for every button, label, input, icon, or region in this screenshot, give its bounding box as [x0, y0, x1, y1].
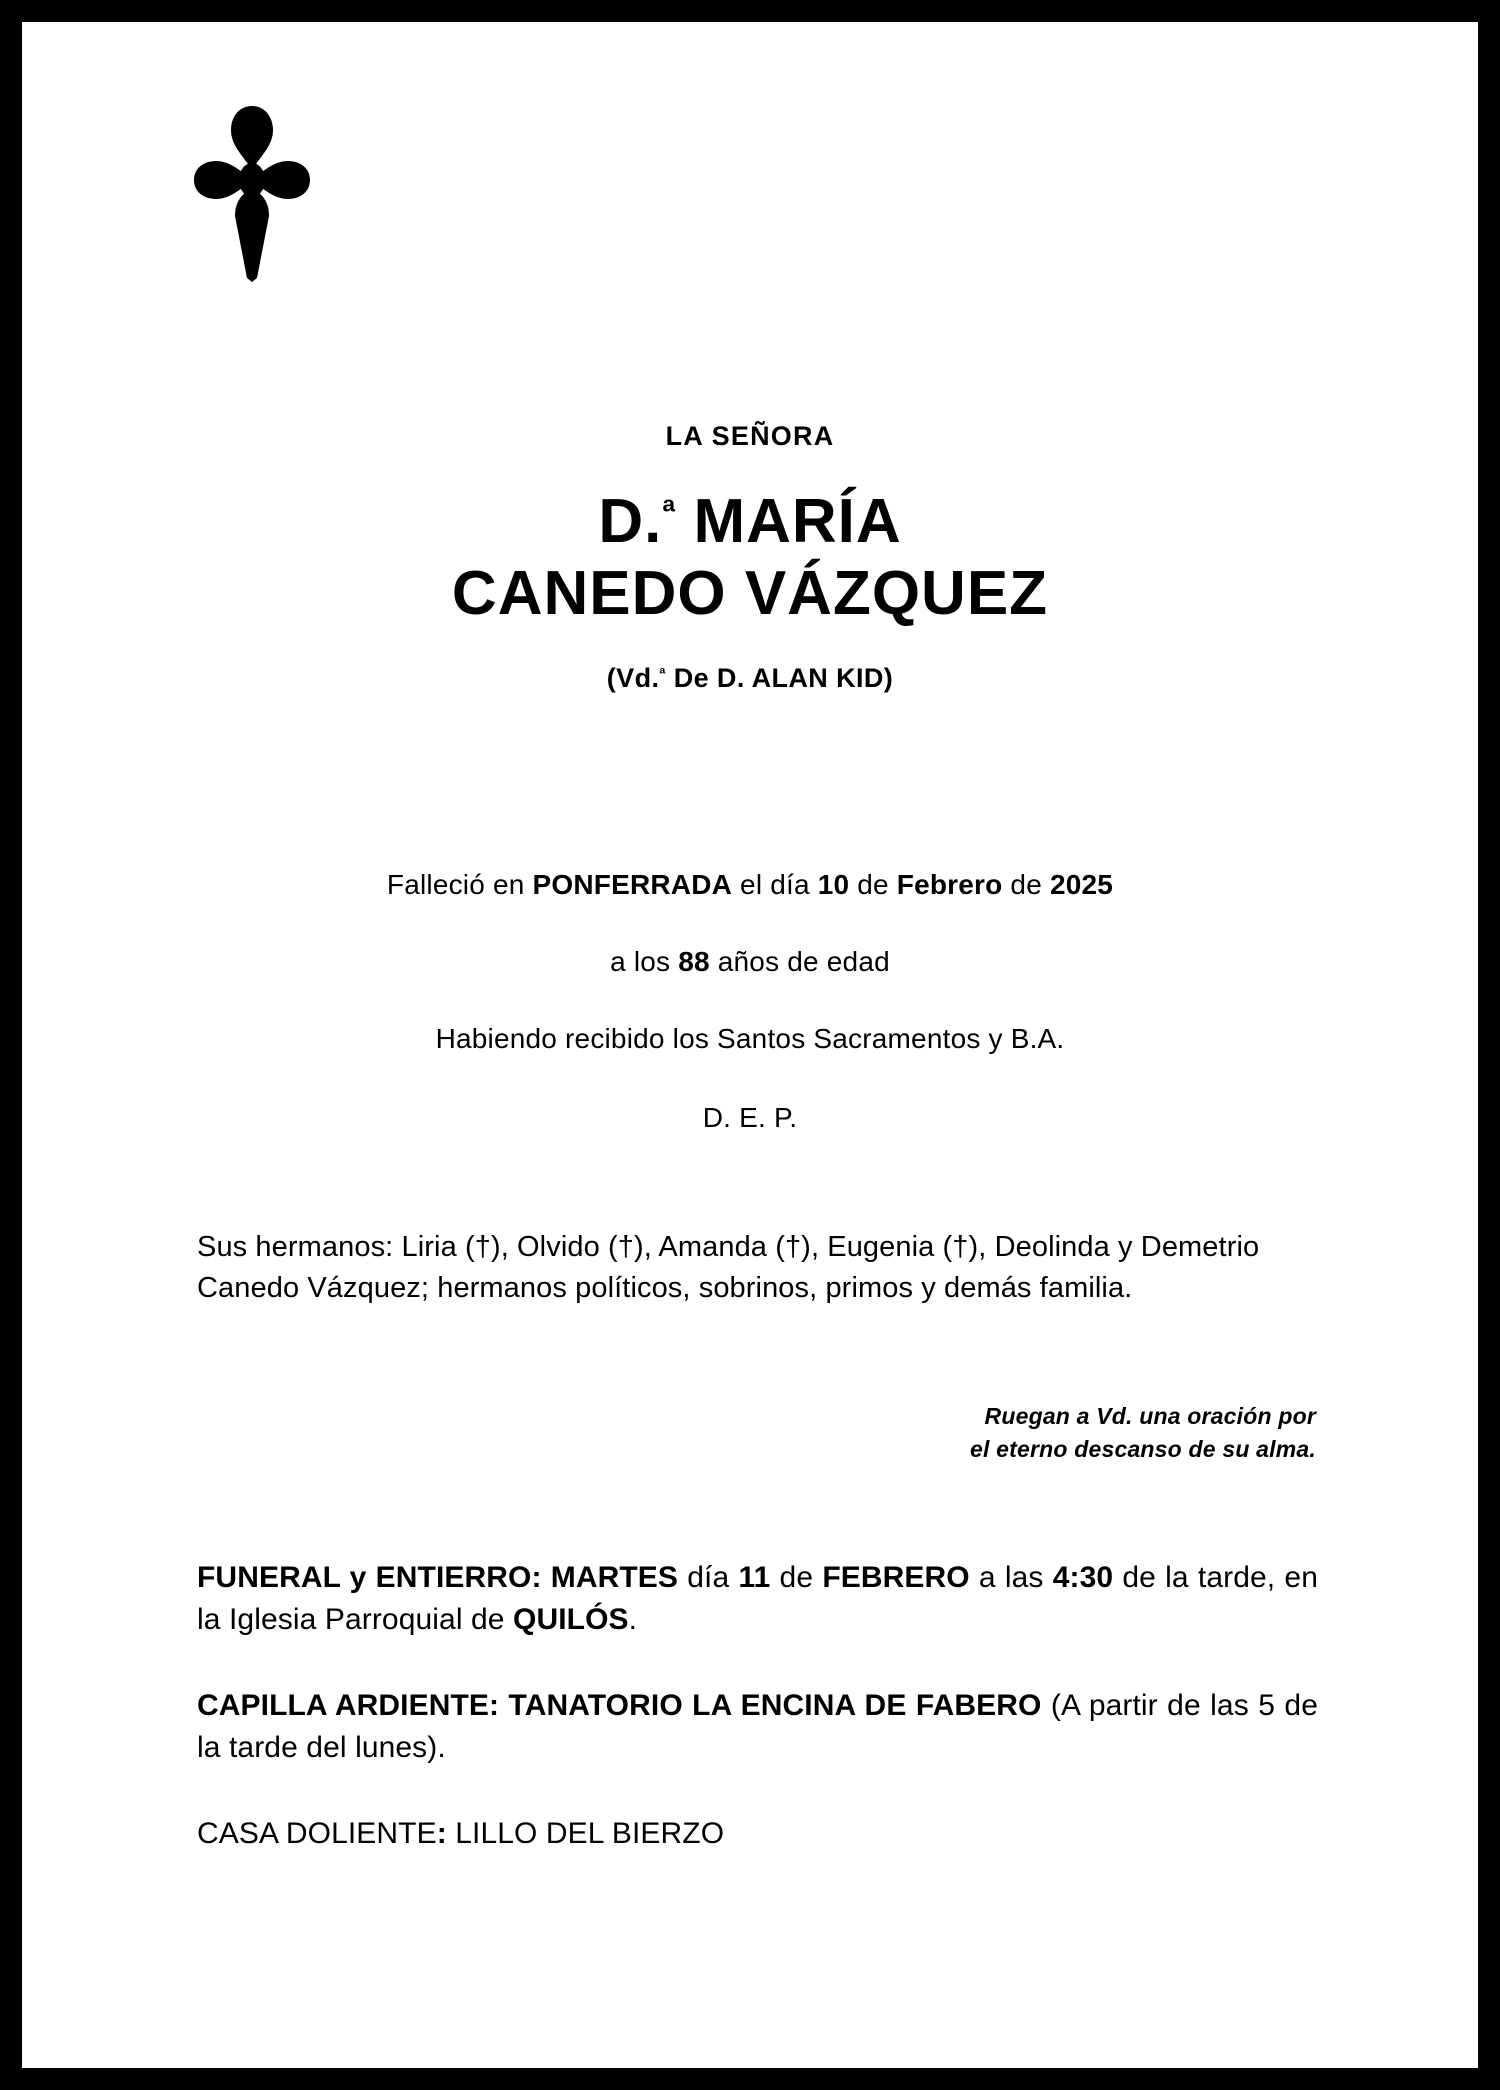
death-place: PONFERRADA — [532, 869, 733, 900]
name-prefix: D. — [598, 486, 663, 556]
casa-line — [197, 1813, 1318, 1855]
spouse-ordinal: ª — [659, 664, 666, 683]
deceased-name-line-2: CANEDO VÁZQUEZ — [451, 558, 1049, 628]
family-list — [197, 1227, 1318, 1309]
spouse-prefix: (Vd. — [606, 662, 660, 693]
funeral-time: 4:30 — [1052, 1561, 1114, 1594]
death-details — [22, 867, 1478, 1135]
funeral-label: FUNERAL y ENTIERRO: — [197, 1561, 542, 1594]
funeral-alas: a las — [969, 1561, 1053, 1594]
spouse-line — [22, 662, 1478, 694]
age-value: 88 — [678, 946, 710, 977]
funeral-church: QUILÓS — [513, 1603, 629, 1636]
funeral-weekday: MARTES — [541, 1561, 679, 1594]
capilla-place: TANATORIO LA ENCINA DE FABERO — [508, 1689, 1042, 1722]
death-day: 10 — [817, 869, 850, 900]
funeral-month: FEBRERO — [822, 1561, 970, 1594]
capilla-colon: : — [489, 1689, 509, 1722]
death-year: 2025 — [1049, 869, 1114, 900]
funeral-period: . — [628, 1603, 638, 1636]
deceased-heading — [22, 422, 1478, 694]
spouse-rest: De D. ALAN KID) — [665, 662, 894, 693]
died-de-2: de — [1002, 869, 1050, 900]
casa-place: LILLO DEL BIERZO — [455, 1817, 725, 1850]
family-text: Sus hermanos: Liria (†), Olvido (†), Amanda (†), Eugenia (†), Deolinda y Demetrio Canedo Vázquez; hermanos políticos, sobrinos, primos y demás familia. — [197, 1231, 1260, 1305]
name-ordinal: ª — [662, 493, 676, 532]
death-month: Febrero — [896, 869, 1003, 900]
page-title — [22, 486, 1478, 630]
casa-label: CASA DOLIENTE — [197, 1817, 437, 1850]
prayer-line-2: el eterno descanso de su alma. — [969, 1435, 1316, 1462]
dep-line: D. E. P. — [702, 1102, 798, 1133]
age-line — [22, 944, 1478, 979]
service-information — [197, 1557, 1318, 1855]
casa-colon: : — [436, 1817, 456, 1850]
death-line — [22, 867, 1478, 902]
name-given: MARÍA — [675, 486, 902, 556]
deceased-name-line-1 — [22, 486, 1478, 558]
sacraments-line: Habiendo recibido los Santos Sacramentos y B.A. — [435, 1023, 1065, 1054]
died-prefix: Falleció en — [386, 869, 533, 900]
funeral-tail: de la tarde, en la Iglesia Parroquial de — [197, 1561, 1318, 1636]
honorific-label: LA SEÑORA — [665, 421, 835, 451]
esquela-card — [18, 18, 1482, 2072]
capilla-note: (A partir de las 5 de la tarde del lunes). — [197, 1689, 1318, 1764]
prayer-request — [970, 1400, 1316, 1465]
died-de-1: de — [849, 869, 897, 900]
funeral-day: 11 — [738, 1561, 771, 1594]
died-mid: el día — [732, 869, 818, 900]
age-prefix: a los — [610, 946, 679, 977]
funeral-line — [197, 1557, 1318, 1641]
santiago-cross-icon — [177, 92, 327, 282]
funeral-dia-word: día — [678, 1561, 739, 1594]
age-suffix: años de edad — [709, 946, 890, 977]
prayer-line-1: Ruegan a Vd. una oración por — [984, 1403, 1316, 1429]
funeral-de: de — [770, 1561, 823, 1594]
capilla-line — [197, 1685, 1318, 1769]
capilla-label: CAPILLA ARDIENTE — [197, 1689, 490, 1722]
